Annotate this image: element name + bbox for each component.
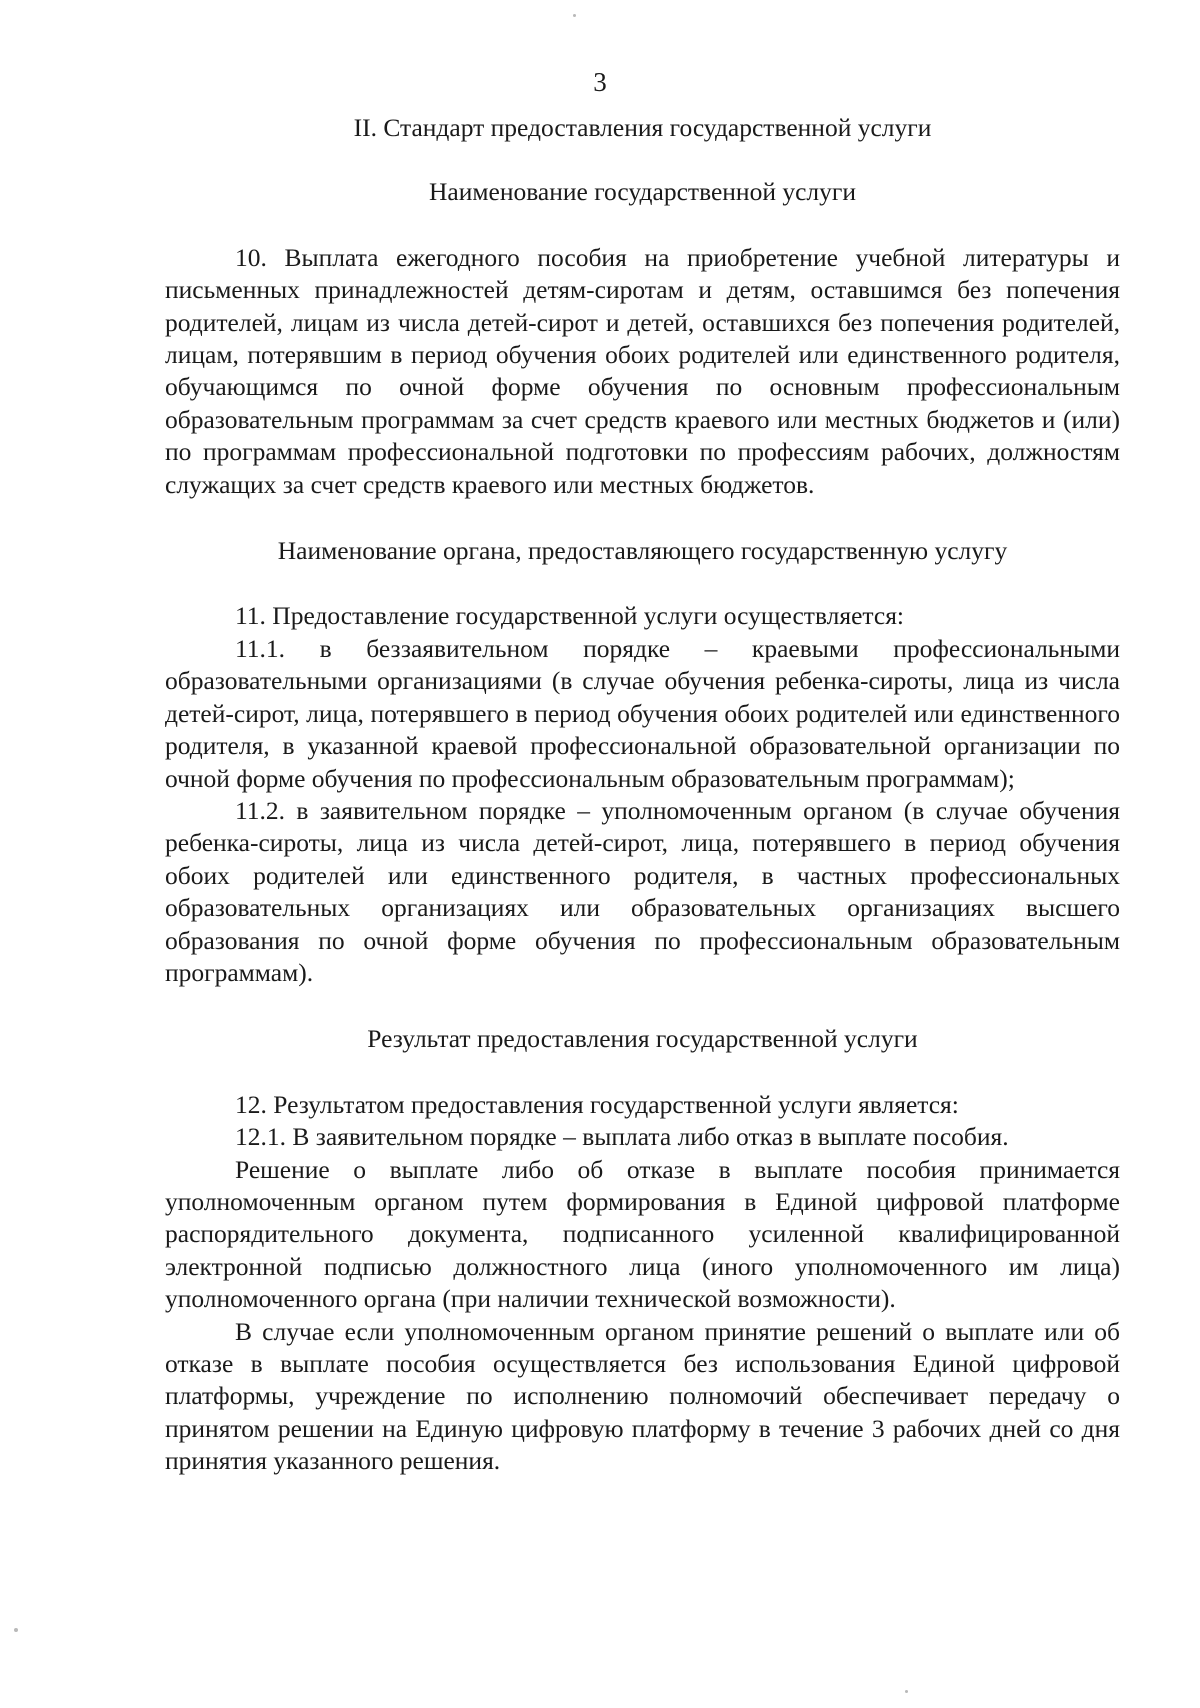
paragraph-without-platform: В случае если уполномоченным органом принятие решений о выплате или об отказе в выплате пособия осуществляется без использования Единой цифровой платформы, учреждение по исполнению полномочий обеспечивает передачу о принятом решении на Единую цифровую платформу в течение 3 рабочих дней со дня принятия указанного решения. <box>165 1316 1120 1476</box>
paragraph-11-1: 11.1. в беззаявительном порядке – краевыми профессиональными образовательными организациями (в случае обучения ребенка-сироты, лица из числа детей-сирот, лица, потерявшего в период обучения обоих родителей или единственного родителя, в указанной краевой профессиональной образовательной организации по очной форме обучения по профессиональным образовательным программам); <box>165 633 1120 793</box>
paragraph-11-2: 11.2. в заявительном порядке – уполномоченным органом (в случае обучения ребенка-сироты, лица из числа детей-сирот, лица, потерявшего в период обучения обоих родителей или единственного родителя, в частных профессиональных образовательных организациях или образовательных организациях высшего образования по очной форме обучения по профессиональным образовательным программам). <box>165 795 1120 987</box>
block-providing-body <box>165 535 1120 989</box>
scan-speck <box>573 14 576 17</box>
block-result <box>165 1023 1120 1477</box>
paragraph-12: 12. Результатом предоставления государственной услуги является: <box>235 1089 959 1119</box>
spacer <box>165 209 1120 242</box>
paragraph-12-1: 12.1. В заявительном порядке – выплата либо отказ в выплате пособия. <box>235 1122 1009 1152</box>
block-heading: Результат предоставления государственной услуги <box>367 1024 918 1054</box>
spacer <box>165 567 1120 600</box>
block-heading: Наименование государственной услуги <box>428 177 856 207</box>
paragraph-10: 10. Выплата ежегодного пособия на приобретение учебной литературы и письменных принадлежностей детям-сиротам и детям, оставшимся без попечения родителей, лицам из числа детей-сирот и детей, оставшихся без попечения родителей, лицам, потерявшим в период обучения обоих родителей или единственного родителя, обучающимся по очной форме обучения по основным профессиональным образовательным программам за счет средств краевого или местных бюджетов и (или) по программам профессиональной подготовки по профессиям рабочих, должностям служащих за счет средств краевого или местных бюджетов. <box>165 242 1120 499</box>
paragraph-decision: Решение о выплате либо об отказе в выплате пособия принимается уполномоченным органом путем формирования в Единой цифровой платформе распорядительного документа, подписанного усиленной квалифицированной электронной подписью должностного лица (иного уполномоченного им лица) уполномоченного органа (при наличии технической возможности). <box>165 1154 1120 1314</box>
scan-speck <box>905 1690 908 1693</box>
spacer <box>165 501 1120 535</box>
block-heading: Наименование органа, предоставляющего государственную услугу <box>277 536 1008 566</box>
spacer <box>165 144 1120 176</box>
paragraph-11: 11. Предоставление государственной услуги осуществляется: <box>235 601 905 631</box>
spacer <box>165 989 1120 1023</box>
document-body <box>165 112 1120 1478</box>
block-service-name <box>165 176 1120 501</box>
page-number: 3 <box>593 67 607 97</box>
spacer <box>165 1056 1120 1089</box>
section-title: II. Стандарт предоставления государственной услуги <box>353 113 932 142</box>
scan-speck <box>14 1628 18 1632</box>
